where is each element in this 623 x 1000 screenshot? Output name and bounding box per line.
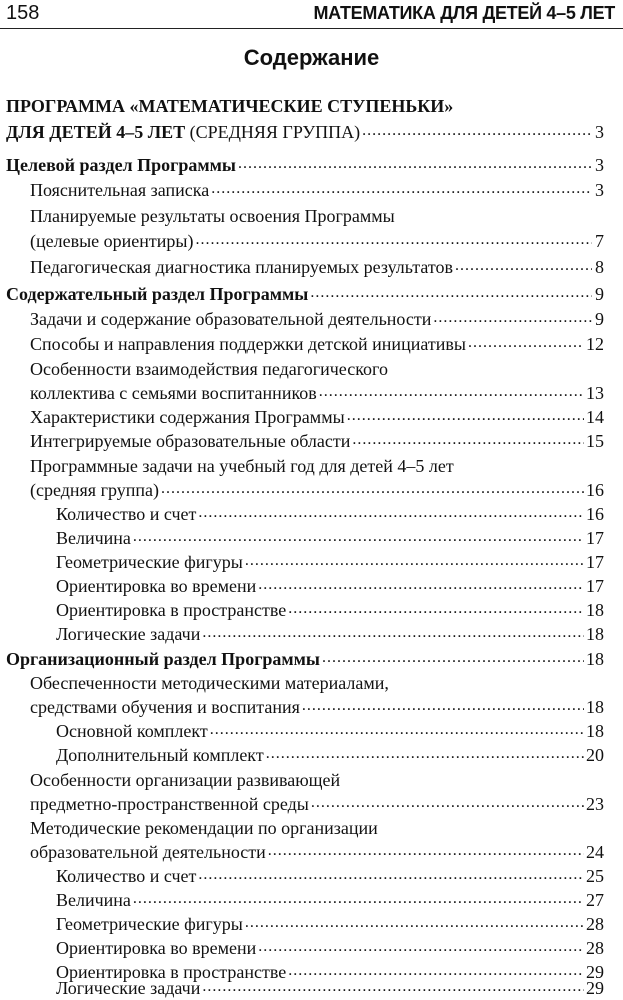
toc-entry-text: Методические рекомендации по организации xyxy=(30,818,378,838)
toc-entry[interactable]: Количество и счет ..... 16 xyxy=(56,501,604,525)
toc-entry[interactable]: Ориентировка во времени ..... 17 xyxy=(56,573,604,597)
toc-entry[interactable]: средствами обучения и воспитания ..... 18 xyxy=(30,694,604,718)
toc-entry[interactable]: Величина ..... 17 xyxy=(56,525,604,549)
toc-entry[interactable]: Дополнительный комплект ..... 20 xyxy=(56,742,604,766)
page-number: 158 xyxy=(6,2,40,24)
toc-page-number: 3 xyxy=(595,122,604,142)
toc-entry[interactable]: Ориентировка во времени ..... 28 xyxy=(56,935,604,959)
toc-entry[interactable]: Величина ..... 27 xyxy=(56,887,604,911)
leader-dots xyxy=(362,122,592,143)
toc-entry[interactable]: образовательной деятельности ..... 24 xyxy=(30,839,604,863)
toc-entry[interactable]: Логические задачи ..... 18 xyxy=(56,621,604,645)
toc-entry[interactable]: коллектива с семьями воспитанников ..... 13 xyxy=(30,380,604,404)
toc-entry[interactable]: Геометрические фигуры ..... 28 xyxy=(56,911,604,935)
toc-entry-text: Особенности организации развивающей xyxy=(30,770,341,790)
toc-entry[interactable]: Геометрические фигуры ..... 17 xyxy=(56,549,604,573)
toc-entry-text: Особенности взаимодействия педагогического xyxy=(30,359,388,379)
toc-entry[interactable]: Ориентировка в пространстве ..... 18 xyxy=(56,597,604,621)
toc-entry[interactable]: предметно-пространственной среды ..... 23 xyxy=(30,791,604,815)
running-title: МАТЕМАТИКА ДЛЯ ДЕТЕЙ 4–5 ЛЕТ xyxy=(313,3,615,23)
toc-entry[interactable]: Логические задачи ..... 29 xyxy=(56,975,604,999)
program-title-line-1: ПРОГРАММА «МАТЕМАТИЧЕСКИЕ СТУПЕНЬКИ» xyxy=(6,96,454,116)
toc-entry-text: Программные задачи на учебный год для детей 4–5 лет xyxy=(30,456,454,476)
toc-entry-text: Обеспеченности методическими материалами, xyxy=(30,673,389,693)
toc-entry[interactable]: Интегрируемые образовательные области ..... 15 xyxy=(30,428,604,452)
toc-entry[interactable]: Организационный раздел Программы ..... 18 xyxy=(6,646,604,670)
toc-entry[interactable]: Педагогическая диагностика планируемых результатов ..... 8 xyxy=(30,254,604,278)
toc-entry-text: Планируемые результаты освоения Программы xyxy=(30,206,395,226)
toc-entry[interactable]: (целевые ориентиры) ..... 7 xyxy=(30,228,604,252)
toc-entry-text: ДЛЯ ДЕТЕЙ 4–5 ЛЕТ (СРЕДНЯЯ ГРУППА) xyxy=(6,122,361,142)
toc-entry[interactable]: Пояснительная записка ..... 3 xyxy=(30,177,604,201)
toc-entry[interactable]: (средняя группа) ..... 16 xyxy=(30,477,604,501)
running-header xyxy=(0,0,623,29)
toc-entry[interactable]: Содержательный раздел Программы ..... 9 xyxy=(6,281,604,305)
toc-entry-program[interactable] xyxy=(6,119,604,143)
toc-entry[interactable]: Основной комплект ..... 18 xyxy=(56,718,604,742)
toc-entry[interactable]: Целевой раздел Программы ..... 3 xyxy=(6,152,604,176)
toc-entry[interactable]: Способы и направления поддержки детской инициативы ..... 12 xyxy=(30,331,604,355)
toc-entry[interactable]: Ориентировка в пространстве ..... 29 xyxy=(56,959,604,983)
page-title: Содержание xyxy=(243,45,380,70)
toc-entry[interactable]: Задачи и содержание образовательной деятельности ..... 9 xyxy=(30,306,604,330)
toc-entry[interactable]: Количество и счет ..... 25 xyxy=(56,863,604,887)
toc-entry[interactable]: Характеристики содержания Программы ..... 14 xyxy=(30,404,604,428)
